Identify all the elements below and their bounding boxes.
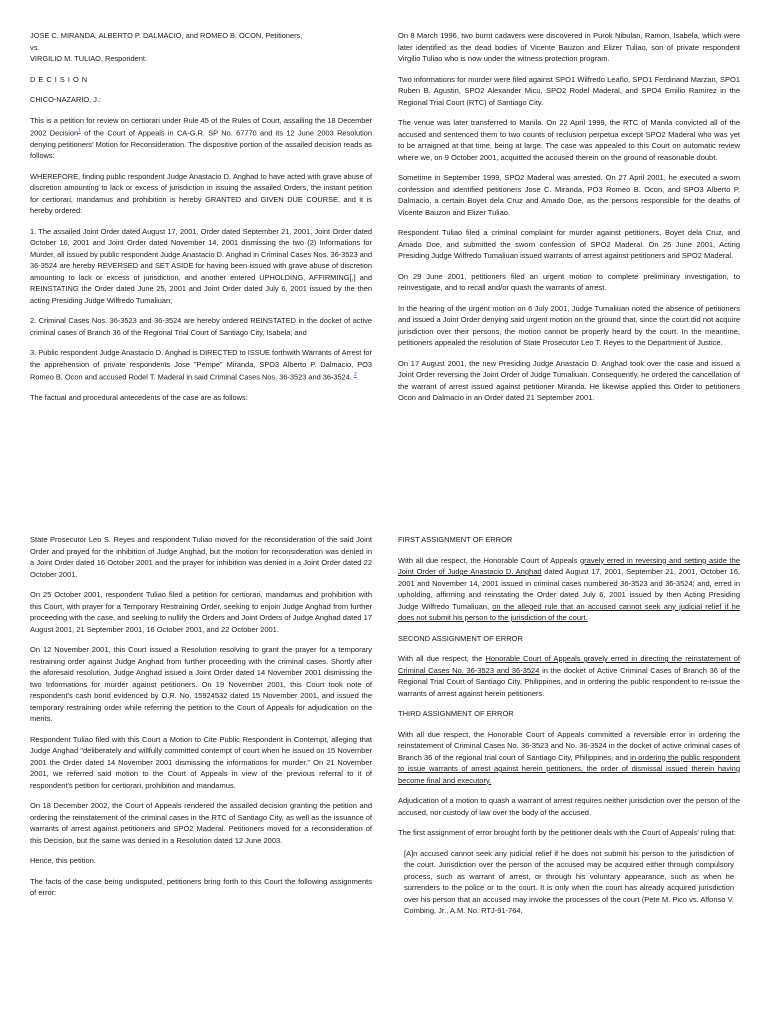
paragraph: On 12 November 2001, this Court issued a Resolution resolving to grant the prayer for a temporary restraining order against Judge Anghad from further proceeding with the criminal cases. Shortly after the aforesaid resolution, Judge Anghad issued a Joint Order dated 14 November 2001 dismissing the two Informations for murder against petitioners. On 19 November 2001, this Court took note of respondent's cash bond evidenced by O.R. No. 15924532 dated 15 November 2001, and issued the temporary restraining order while referring the petition to the Court of Appeals for adjudication on the merits. xyxy=(30,645,372,723)
text-segment: With all due respect, the Honorable Court of Appeals xyxy=(398,555,580,565)
underlined-segment: Honorable Court of Appeals gravely erred in directing the reinstatement of Criminal Cases No. 36-3523 and 36-3524 xyxy=(398,654,740,675)
paragraph: The facts of the case being undisputed, petitioners bring forth to this Court the following assignments of error: xyxy=(30,876,372,897)
dispositive-item-1: 1. The assailed Joint Order dated August 17, 2001, Order dated September 21, 2001, Joint Order dated October 16, 2001 and Joint Order dated November 14, 2001 dismissing the two (2) Informations for Murder, all issued by public respondent Judge Anastacio D. Anghad in Criminal Cases Nos. 36-3523 and 36-3524 are hereby REVERSED and SET ASIDE for having been issued with grave abuse of discretion amounting to lack or excess of jurisdiction, and another entered UPHOLDING, AFFIRMING[,] and REINSTATING the Order dated June 25, 2001 and Joint Order dated July 6, 2001 issued by the then acting Presiding Judge Wilfredo Tumaliuan; xyxy=(30,226,372,305)
quoted-ruling: [A]n accused cannot seek any judicial relief if he does not submit his person to the jurisdiction of the court. Jurisdiction over the person of the accused may be acquired either through compulsory process, such as warrant of arrest, or through his voluntary appearance, such as when he surrenders to the police or to the court. It is only when the court has already acquired jurisdiction over his person that an accused may invoke the processes of the court (Pete M. Pico vs. Alfonso V. Combing, Jr., A.M. No. RTJ-91-764, xyxy=(404,848,734,915)
facts-intro: The factual and procedural antecedents of the case are as follows: xyxy=(30,393,248,403)
text-segment: With all due respect, the xyxy=(398,654,486,663)
underlined-segment: in ordering the public respondent to issue warrants of arrest against herein petitioners, the order of dismissal issued therein having become final and executory. xyxy=(398,752,740,785)
first-assignment-text xyxy=(398,555,740,624)
text-segment: With all due respect, the Honorable Court of Appeals committed a reversible error in ordering the reinstatement of Criminal Cases No. 36-3523 and No. 36-3524 in the docket of active criminal cases of Branch 36 of the regional trial court of Santiago City, Philippines, and xyxy=(398,729,740,762)
underlined-segment: gravely erred in reversing and setting aside the Joint Order of Judge Anastacio D. Anghad xyxy=(398,555,740,576)
paragraph: Two informations for murder were filed against SPO1 Wilfredo Leaño, SPO1 Ferdinand Marzan, SPO1 Ruben B. Agustin, SPO2 Alexander Micu, SPO2 Rodel Maderal, and SPO4 Emilio Ramirez in the Regional Trial Court (RTC) of Santiago City. xyxy=(398,74,740,107)
page-1 xyxy=(0,0,384,512)
second-assignment-text xyxy=(398,653,740,699)
first-assignment-heading: FIRST ASSIGNMENT OF ERROR xyxy=(398,535,513,544)
intro-text-end: of the Court of Appeals in CA-G.R. SP No. 67770 and its 12 June 2003 Resolution denying petitioners' Motion for Reconsideration. The dispositive portion of the assailed decision reads as follows: xyxy=(30,128,373,161)
paragraph: On 18 December 2002, the Court of Appeals rendered the assailed decision granting the petition and ordering the reinstatement of the criminal cases in the RTC of Santiago City, as well as the issuance of warrants of arrest against petitioners and SPO2 Maderal. Petitioners moved for a reconsideration of this Decision, but the same was denied in a Resolution dated 12 June 2003. xyxy=(30,801,372,845)
wherefore-paragraph: WHEREFORE, finding public respondent Judge Anastacio D. Anghad to have acted with grave abuse of discretion amounting to lack or excess of jurisdiction in issuing the assailed Orders, the instant petition for certiorari, mandamus and prohibition is hereby GRANTED and GIVEN DUE COURSE, and it is hereby ordered: xyxy=(30,171,372,216)
paragraph: Hence, this petition. xyxy=(30,856,96,865)
paragraph: On 25 October 2001, respondent Tuliao filed a petition for certiorari, mandamus and prohibition with this Court, with prayer for a Temporary Restraining Order, seeking to enjoin Judge Anghad from further proceeding with the case, and seeking to nullify the Orders and Joint Orders of Judge Anghad dated 17 August 2001, 21 September 2001, 16 October 2001, and 22 October 2001. xyxy=(30,590,372,634)
page-4 xyxy=(384,512,768,1024)
text-segment: dated August 17, 2001, September 21, 2001, October 16, 2001 and November 14, 2001 issued in criminal cases numbered 36-3523 and 36-3524; and, erred in upholding, affirming and reinstating the Order dated July 6, 2001 issued by then Acting Presiding Judge Wilfredo Tumaliuan, xyxy=(398,567,740,611)
text-segment: in the docket of Active Criminal Cases of Branch 36 of the Regional Trial Court of Santiago City, Philippines, and in ordering the public respondent to re-issue the warrants of arrest against herein petitioners. xyxy=(398,665,740,698)
paragraph: On 29 June 2001, petitioners filed an urgent motion to complete preliminary investigation, to reinvestigate, and to recall and/or quash the warrants of arrest. xyxy=(398,271,740,292)
third-assignment-heading: THIRD ASSIGNMENT OF ERROR xyxy=(398,709,514,718)
dispositive-item-3 xyxy=(30,347,372,383)
paragraph: Respondent Tuliao filed with this Court a Motion to Cite Public Respondent in Contempt, alleging that Judge Anghad "deliberately and willfully committed contempt of court when he issued on 15 November 2001 the Order dated 14 November 2001 dismissing the informations for murder." On 21 November 2001, we referred said motion to the Court of Appeals in view of the previous referral to it of respondent's petition for certiorari, prohibition and mandamus. xyxy=(30,734,372,790)
paragraph: Respondent Tuliao filed a criminal complaint for murder against petitioners, Boyet dela Cruz, and Amado Doe, and submitted the sworn confession of SPO2 Maderal. On 25 June 2001, Acting Presiding Judge Wilfredo Tumaliuan issued warrants of arrest against petitioners and SPO2 Maderal. xyxy=(398,228,740,260)
adjudication-paragraph: Adjudication of a motion to quash a warrant of arrest requires neither jurisdiction over the person of the accused, nor custody of law over the body of the accused. xyxy=(398,796,740,817)
intro-text-start: This is a petition for review on certiorari under Rule 45 of the Rules of Court, assailing the 18 December 2002 Decision xyxy=(30,115,372,138)
item-3-text: 3. Public respondent Judge Anastacio D. Anghad is DIRECTED to ISSUE forthwith Warrants of Arrest for the apprehension of private respondents Jose "Pempe" Miranda, SPO3 Alberto P. Dalmacio, PO3 Romeo B. Ocon and accused Rodel T. Maderal in said Criminal Cases Nos. 36-3523 and 36-3524. xyxy=(30,348,372,382)
footnote-link-1[interactable]: 1 xyxy=(78,128,81,134)
second-assignment-heading: SECOND ASSIGNMENT OF ERROR xyxy=(398,633,523,643)
decision-heading: D E C I S I O N xyxy=(30,74,88,84)
paragraph: State Prosecutor Leo S. Reyes and respondent Tuliao moved for the reconsideration of the said Joint Order and prayed for the inhibition of Judge Anghad, but the motion for reconsideration was denied in a Joint Order dated 16 October 2001 and the prayer for inhibition was denied in a Joint Order dated 22 October 2001. xyxy=(30,535,372,579)
page-3 xyxy=(0,512,384,1024)
ponente: CHICO-NAZARIO, J.: xyxy=(30,95,102,104)
first-assignment-ruling-intro: The first assignment of error brought forth by the petitioner deals with the Court of Appeals' ruling that: xyxy=(398,828,736,837)
dispositive-item-2: 2. Criminal Cases Nos. 36-3523 and 36-3524 are hereby ordered REINSTATED in the docket of active criminal cases of Branch 36 of the Regional Trial Court of Santiago City, Isabela; and xyxy=(30,316,372,337)
party-respondent: VIRGILIO M. TULIAO, Respondent. xyxy=(30,54,147,63)
third-assignment-text xyxy=(398,729,740,787)
party-petitioners: JOSE C. MIRANDA, ALBERTO P. DALMACIO, and ROMEO B. OCON, Petitioners, xyxy=(30,31,303,40)
paragraph: On 17 August 2001, the new Presiding Judge Anastacio D. Anghad took over the case and issued a Joint Order reversing the Joint Order of Judge Tumaliuan. Consequently, he ordered the cancellation of the warrant of arrest issued against petitioner Miranda. He likewise applied this Order to petitioners Ocon and Dalmacio in an Order dated 21 September 2001. xyxy=(398,358,740,402)
intro-paragraph xyxy=(30,115,372,162)
page-2 xyxy=(384,0,768,512)
footnote-link-2[interactable]: 2 xyxy=(354,372,357,379)
paragraph: Sometime in September 1999, SPO2 Maderal was arrested. On 27 April 2001, he executed a sworn confession and identified petitioners Jose C. Miranda, PO3 Romeo B. Ocon, and SPO3 Alberto P. Dalmacio, a certain Boyet dela Cruz and Amado Doe, as the persons responsible for the deaths of Vicente Bauzon and Elizer Tuliao. xyxy=(398,173,740,217)
paragraph: In the hearing of the urgent motion on 6 July 2001, Judge Tumaliuan noted the absence of petitioners and issued a Joint Order denying said urgent motion on the ground that, since the court did not acquire jurisdiction over their persons, the motion cannot be properly heard by the court. In the meantime, petitioners appealed the resolution of State Prosecutor Leo T. Reyes to the Department of Justice. xyxy=(398,303,740,347)
underlined-segment: on the alleged rule that an accused cannot seek any judicial relief if he does not submit his person to the jurisdiction of the court. xyxy=(398,601,740,622)
paragraph: The venue was later transferred to Manila. On 22 April 1999, the RTC of Manila convicted all of the accused and sentenced them to two counts of reclusion perpetua except SPO2 Maderal who was yet to be arraigned at that time, being at large. The case was appealed to this Court on automatic review where we, on 9 October 2001, acquitted the accused therein on the ground of reasonable doubt. xyxy=(398,118,740,162)
party-versus: vs. xyxy=(30,42,40,52)
paragraph: On 8 March 1996, two burnt cadavers were discovered in Purok Nibulan, Ramon, Isabela, which were later identified as the dead bodies of Vicente Bauzon and Elizer Tuliao, son of private respondent Virgilio Tuliao who is now under the witness protection program. xyxy=(398,31,740,63)
